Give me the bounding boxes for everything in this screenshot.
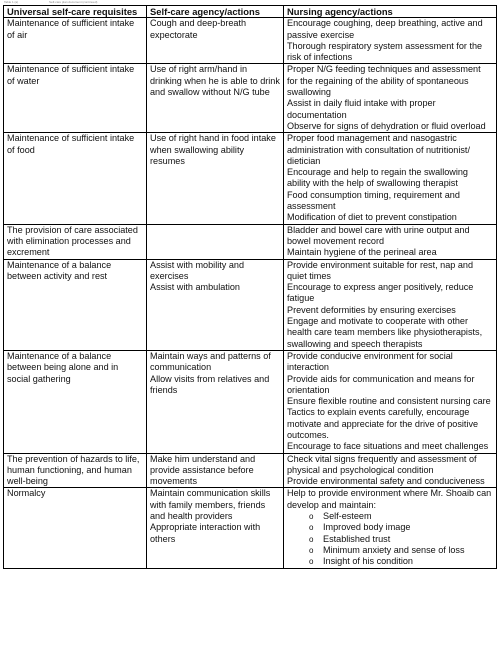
self-care-cell (147, 64, 284, 133)
requisite-cell: Maintenance of sufficient intake of food (4, 133, 147, 224)
table-header-row (4, 6, 497, 18)
nursing-action: Provide aids for communication and means for orientation (287, 373, 475, 395)
table-row (4, 64, 497, 133)
nursing-action: Tactics to explain events carefully, encourage motivate and appreciate for the drive of positive outcomes. (287, 407, 479, 440)
table-row (4, 259, 497, 350)
nursing-cell (284, 350, 497, 453)
table-row (4, 133, 497, 224)
nursing-action: Modification of diet to prevent constipation (287, 212, 457, 223)
self-care-action: Appropriate interaction with others (150, 522, 261, 544)
nursing-action: Assist in daily fluid intake with proper documentation (287, 98, 436, 120)
self-care-cell (147, 18, 284, 64)
requisite-cell: Maintenance of a balance between activity and rest (4, 259, 147, 350)
nursing-sublist-item: o Improved body image (309, 522, 493, 533)
requisite-cell: Maintenance of a balance between being alone and in social gathering (4, 350, 147, 453)
nursing-action: Proper food management and nasogastric administration with consultation of nutritionist/ dietician (287, 133, 470, 166)
self-care-action: Assist with ambulation (150, 282, 240, 293)
self-care-action: Use of right hand in food intake when swallowing ability resumes (150, 133, 276, 166)
self-care-table (3, 5, 497, 569)
page-header-left: Table 1 (a) (4, 0, 19, 4)
nursing-cell (284, 18, 497, 64)
table-row (4, 488, 497, 568)
nursing-action: Encourage and help to regain the swallowing ability with the help of swallowing therapist (287, 167, 468, 189)
self-care-action: Use of right arm/hand in drinking when he is able to drink and swallow without N/G tube (150, 64, 280, 98)
self-care-cell (147, 350, 284, 453)
nursing-cell (284, 64, 497, 133)
nursing-sublist-item: o Self-esteem (309, 511, 493, 522)
page-header-right: Self-care plan document (continued) (49, 0, 98, 4)
self-care-action: Assist with mobility and exercises (150, 259, 245, 281)
self-care-cell (147, 488, 284, 568)
nursing-action: Provide environment suitable for rest, nap and quiet times (287, 259, 474, 281)
nursing-action: Encourage coughing, deep breathing, active and passive exercise (287, 18, 483, 40)
nursing-action: Proper N/G feeding techniques and assessment for the regaining of the ability of spontaneous swallowing (287, 64, 481, 98)
nursing-cell (284, 453, 497, 488)
nursing-action: Provide environmental safety and conduciveness (287, 476, 485, 487)
requisite-cell: Maintenance of sufficient intake of air (4, 18, 147, 64)
nursing-action: Check vital signs frequently and assessment of physical and psychological condition (287, 453, 477, 475)
nursing-action: Encourage to face situations and meet challenges (287, 441, 489, 452)
nursing-sublist-item: o Established trust (309, 534, 493, 545)
column-header-requisites: Universal self-care requisites (4, 6, 147, 18)
nursing-action: Encourage to express anger positively, reduce fatigue (287, 282, 474, 304)
nursing-action: Observe for signs of dehydration or fluid overload (287, 120, 486, 131)
nursing-cell (284, 488, 497, 568)
nursing-action: Bladder and bowel care with urine output and bowel movement record (287, 224, 470, 246)
nursing-action: Ensure flexible routine and consistent nursing care (287, 396, 491, 407)
requisite-cell: Maintenance of sufficient intake of water (4, 64, 147, 133)
requisite-cell: The prevention of hazards to life, human functioning, and human well-being (4, 453, 147, 488)
column-header-nursing: Nursing agency/actions (284, 6, 497, 18)
nursing-action: Thorough respiratory system assessment for the risk of infections (287, 40, 483, 63)
self-care-action: Make him understand and provide assistance before movements (150, 453, 256, 487)
self-care-cell (147, 224, 284, 259)
table-row (4, 453, 497, 488)
requisite-cell: The provision of care associated with elimination processes and excrement (4, 224, 147, 259)
nursing-action: Food consumption timing, requirement and assessment (287, 189, 460, 212)
self-care-action: Allow visits from relatives and friends (150, 373, 270, 395)
table-row (4, 18, 497, 64)
nursing-cell (284, 259, 497, 350)
nursing-action: Engage and motivate to cooperate with other health care team members like physiotherapists, swallowing and speech therapists (287, 316, 483, 349)
nursing-action: Prevent deformities by ensuring exercises (287, 304, 456, 315)
table-row (4, 350, 497, 453)
table-row (4, 224, 497, 259)
column-header-self-care: Self-care agency/actions (147, 6, 284, 18)
self-care-cell (147, 259, 284, 350)
self-care-action: Maintain communication skills with family members, friends and health providers (150, 488, 271, 522)
nursing-cell (284, 133, 497, 224)
nursing-sublist-item: o Insight of his condition (309, 556, 493, 567)
nursing-action: Maintain hygiene of the perineal area (287, 247, 437, 258)
self-care-action: Maintain ways and patterns of communication (150, 350, 271, 373)
requisite-cell: Normalcy (4, 488, 147, 568)
self-care-cell (147, 133, 284, 224)
self-care-cell (147, 453, 284, 488)
nursing-sublist-item: o Minimum anxiety and sense of loss (309, 545, 493, 556)
nursing-cell (284, 224, 497, 259)
nursing-action: Help to provide environment where Mr. Shoaib can develop and maintain: (287, 488, 492, 510)
nursing-action: Provide conducive environment for social interaction (287, 350, 453, 373)
self-care-action: Cough and deep-breath expectorate (150, 18, 247, 40)
nursing-sublist (287, 511, 493, 567)
